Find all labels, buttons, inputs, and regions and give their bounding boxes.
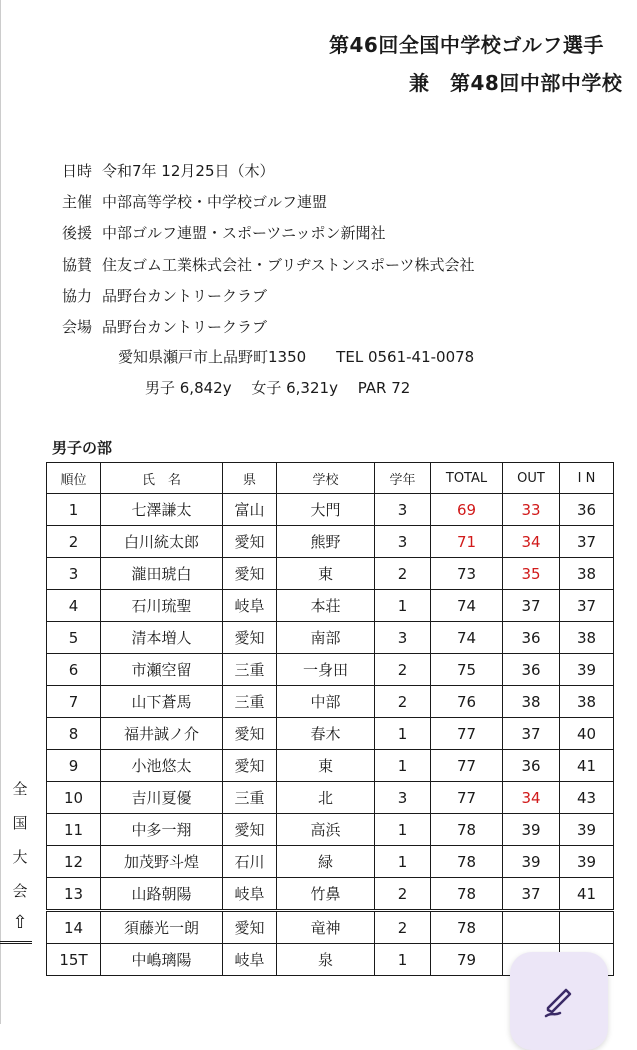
table-row	[47, 782, 614, 814]
table-row	[47, 590, 614, 622]
cell-grade: 2	[375, 911, 431, 944]
section-title: 男子の部	[52, 439, 113, 457]
results-body	[47, 494, 614, 976]
table-row	[47, 654, 614, 686]
table-row	[47, 558, 614, 590]
qualify-divider	[0, 941, 32, 947]
cell-pref: 愛知	[223, 526, 277, 558]
cell-rank: 11	[47, 814, 101, 846]
venue-address: 愛知県瀬戸市上品野町1350 TEL 0561-41-0078	[118, 348, 475, 366]
cell-grade: 1	[375, 590, 431, 622]
table-row	[47, 750, 614, 782]
cell-in: 39	[560, 654, 614, 686]
cell-total: 75	[431, 654, 503, 686]
cell-pref: 愛知	[223, 814, 277, 846]
table-row	[47, 526, 614, 558]
info-value: 中部高等学校・中学校ゴルフ連盟	[102, 193, 328, 211]
cell-total: 79	[431, 944, 503, 976]
info-row	[62, 316, 267, 337]
cell-out: 39	[503, 814, 560, 846]
header-name: 氏 名	[101, 463, 223, 494]
cell-rank: 15T	[47, 944, 101, 976]
cell-out: 37	[503, 878, 560, 911]
cell-in: 39	[560, 846, 614, 878]
cell-grade: 2	[375, 654, 431, 686]
page-edge	[0, 0, 1, 1024]
cell-grade: 3	[375, 526, 431, 558]
cell-out: 34	[503, 782, 560, 814]
info-row	[62, 191, 327, 212]
cell-name: 石川琉聖	[101, 590, 223, 622]
page-subtitle: 兼 第48回中部中学校	[409, 71, 623, 95]
table-header-row	[47, 463, 614, 494]
cell-grade: 2	[375, 878, 431, 911]
cell-out: 36	[503, 750, 560, 782]
cell-pref: 愛知	[223, 622, 277, 654]
cell-grade: 1	[375, 718, 431, 750]
edit-pen-icon	[540, 982, 578, 1020]
cell-total: 77	[431, 750, 503, 782]
cell-name: 瀧田琥白	[101, 558, 223, 590]
info-label: 日時	[62, 162, 93, 180]
cell-name: 加茂野斗煌	[101, 846, 223, 878]
cell-total: 74	[431, 622, 503, 654]
cell-in: 41	[560, 750, 614, 782]
cell-pref: 岐阜	[223, 944, 277, 976]
cell-school: 高浜	[277, 814, 375, 846]
cell-school: 一身田	[277, 654, 375, 686]
header-in: I N	[560, 463, 614, 494]
cell-total: 78	[431, 846, 503, 878]
cell-pref: 三重	[223, 654, 277, 686]
qualify-label-char: 全	[12, 780, 28, 798]
info-row	[62, 222, 386, 243]
cell-rank: 1	[47, 494, 101, 526]
cell-school: 熊野	[277, 526, 375, 558]
edit-fab-button[interactable]	[510, 952, 608, 1050]
cell-name: 福井誠ノ介	[101, 718, 223, 750]
qualify-label-char: 国	[12, 814, 28, 832]
info-label: 後援	[62, 224, 93, 242]
info-row	[62, 254, 474, 275]
cell-in	[560, 911, 614, 944]
cell-in: 38	[560, 558, 614, 590]
cell-school: 東	[277, 750, 375, 782]
cell-name: 白川統太郎	[101, 526, 223, 558]
cell-total: 76	[431, 686, 503, 718]
cell-grade: 3	[375, 494, 431, 526]
cell-school: 泉	[277, 944, 375, 976]
cell-in: 36	[560, 494, 614, 526]
cell-school: 緑	[277, 846, 375, 878]
cell-rank: 8	[47, 718, 101, 750]
cell-name: 須藤光一朗	[101, 911, 223, 944]
info-value: 住友ゴム工業株式会社・ブリヂストンスポーツ株式会社	[102, 256, 475, 274]
cell-rank: 14	[47, 911, 101, 944]
info-value: 品野台カントリークラブ	[102, 287, 268, 305]
cell-school: 大門	[277, 494, 375, 526]
cell-pref: 三重	[223, 686, 277, 718]
info-label: 会場	[62, 318, 93, 336]
info-label: 協賛	[62, 256, 93, 274]
table-row	[47, 718, 614, 750]
cell-rank: 2	[47, 526, 101, 558]
cell-total: 78	[431, 814, 503, 846]
page-title: 第46回全国中学校ゴルフ選手	[329, 33, 604, 57]
qualify-label-char: 会	[12, 882, 28, 900]
cell-grade: 1	[375, 944, 431, 976]
header-grade: 学年	[375, 463, 431, 494]
cell-name: 清本増人	[101, 622, 223, 654]
cell-out	[503, 911, 560, 944]
cell-grade: 3	[375, 622, 431, 654]
info-value: 中部ゴルフ連盟・スポーツニッポン新聞社	[102, 224, 386, 242]
cell-grade: 1	[375, 846, 431, 878]
info-label: 主催	[62, 193, 93, 211]
cell-in: 40	[560, 718, 614, 750]
cell-out: 36	[503, 654, 560, 686]
cell-total: 78	[431, 878, 503, 911]
cell-rank: 13	[47, 878, 101, 911]
cell-rank: 3	[47, 558, 101, 590]
cell-grade: 1	[375, 750, 431, 782]
cell-pref: 愛知	[223, 911, 277, 944]
cell-in: 39	[560, 814, 614, 846]
cell-total: 71	[431, 526, 503, 558]
cell-school: 本荘	[277, 590, 375, 622]
cell-grade: 3	[375, 782, 431, 814]
cell-school: 北	[277, 782, 375, 814]
cell-pref: 愛知	[223, 750, 277, 782]
cell-rank: 9	[47, 750, 101, 782]
yardage-info: 男子 6,842y 女子 6,321y PAR 72	[145, 379, 411, 397]
cell-pref: 三重	[223, 782, 277, 814]
results-table	[46, 462, 614, 976]
cell-total: 77	[431, 782, 503, 814]
header-school: 学校	[277, 463, 375, 494]
cell-name: 山路朝陽	[101, 878, 223, 911]
cell-in: 37	[560, 526, 614, 558]
cell-out: 39	[503, 846, 560, 878]
cell-in: 41	[560, 878, 614, 911]
cell-total: 73	[431, 558, 503, 590]
cell-name: 七澤謙太	[101, 494, 223, 526]
table-row	[47, 814, 614, 846]
cell-name: 市瀬空留	[101, 654, 223, 686]
cell-in: 38	[560, 686, 614, 718]
info-row	[62, 160, 275, 181]
cell-name: 中嶋璃陽	[101, 944, 223, 976]
cell-in: 43	[560, 782, 614, 814]
cell-name: 中多一翔	[101, 814, 223, 846]
qualify-label-char: 大	[12, 848, 28, 866]
table-row	[47, 846, 614, 878]
cell-school: 中部	[277, 686, 375, 718]
cell-total: 77	[431, 718, 503, 750]
header-total: TOTAL	[431, 463, 503, 494]
info-label: 協力	[62, 287, 93, 305]
info-value: 令和7年 12月25日（木）	[102, 162, 275, 180]
cell-in: 38	[560, 622, 614, 654]
cell-out: 33	[503, 494, 560, 526]
cell-rank: 5	[47, 622, 101, 654]
cell-name: 吉川夏優	[101, 782, 223, 814]
cell-total: 69	[431, 494, 503, 526]
cell-out: 36	[503, 622, 560, 654]
cell-pref: 富山	[223, 494, 277, 526]
cell-out: 38	[503, 686, 560, 718]
cell-school: 竜神	[277, 911, 375, 944]
table-row	[47, 622, 614, 654]
cell-school: 竹鼻	[277, 878, 375, 911]
cell-rank: 7	[47, 686, 101, 718]
table-row	[47, 911, 614, 944]
header-pref: 県	[223, 463, 277, 494]
table-row	[47, 686, 614, 718]
header-rank: 順位	[47, 463, 101, 494]
cell-grade: 2	[375, 558, 431, 590]
cell-total: 78	[431, 911, 503, 944]
info-value: 品野台カントリークラブ	[102, 318, 268, 336]
cell-pref: 岐阜	[223, 590, 277, 622]
cell-total: 74	[431, 590, 503, 622]
cell-name: 山下蒼馬	[101, 686, 223, 718]
cell-out: 37	[503, 718, 560, 750]
table-row	[47, 494, 614, 526]
cell-rank: 4	[47, 590, 101, 622]
table-row	[47, 878, 614, 911]
info-row	[62, 285, 267, 306]
cell-name: 小池悠太	[101, 750, 223, 782]
cell-school: 東	[277, 558, 375, 590]
cell-school: 春木	[277, 718, 375, 750]
cell-in: 37	[560, 590, 614, 622]
cell-rank: 12	[47, 846, 101, 878]
header-out: OUT	[503, 463, 560, 494]
cell-rank: 6	[47, 654, 101, 686]
cell-pref: 石川	[223, 846, 277, 878]
cell-grade: 1	[375, 814, 431, 846]
cell-pref: 岐阜	[223, 878, 277, 911]
cell-rank: 10	[47, 782, 101, 814]
cell-out: 35	[503, 558, 560, 590]
cell-pref: 愛知	[223, 718, 277, 750]
cell-out: 34	[503, 526, 560, 558]
cell-pref: 愛知	[223, 558, 277, 590]
cell-school: 南部	[277, 622, 375, 654]
up-arrow-icon: ⇧	[12, 912, 28, 933]
cell-out: 37	[503, 590, 560, 622]
cell-grade: 2	[375, 686, 431, 718]
